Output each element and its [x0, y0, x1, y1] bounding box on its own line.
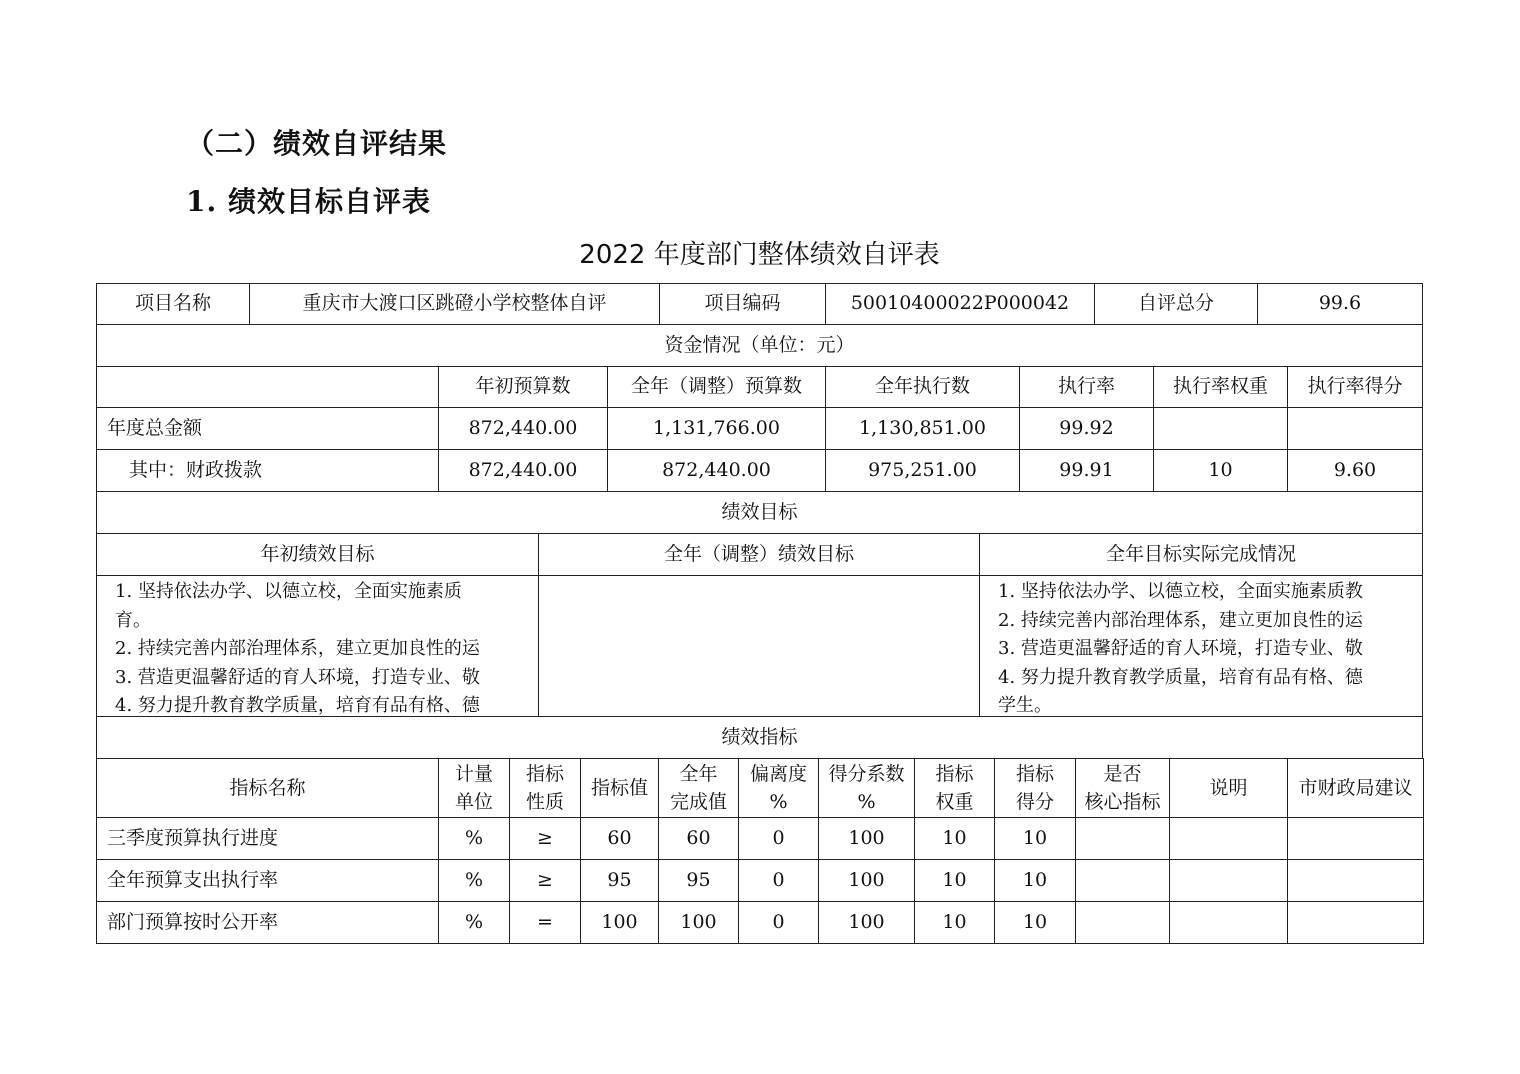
indicator-cell	[1169, 859, 1288, 902]
funds-section-label: 资金情况（单位：元）	[96, 324, 1423, 367]
goal-line: 4. 努力提升教育教学质量，培育有品有格、德	[115, 695, 480, 716]
indicator-header-text: 偏离度	[749, 763, 807, 785]
indicators-section-label: 绩效指标	[96, 716, 1423, 759]
indicator-header	[96, 758, 439, 818]
indicator-cell: 0	[738, 901, 819, 944]
indicator-header-text: 指标值	[590, 777, 648, 799]
indicator-cell	[1169, 817, 1288, 860]
indicator-cell	[1169, 901, 1288, 944]
indicator-header	[1075, 758, 1170, 818]
indicator-cell: 100	[580, 901, 659, 944]
indicator-header-text: 说明	[1209, 777, 1248, 799]
funds-cell	[1153, 407, 1288, 450]
goal-line: 4. 努力提升教育教学质量，培育有品有格、德	[998, 666, 1363, 688]
funds-header: 年初预算数	[438, 366, 608, 408]
indicator-header-text: 得分系数	[828, 763, 905, 785]
indicator-cell	[1287, 859, 1424, 902]
indicator-cell: 100	[818, 901, 915, 944]
indicator-cell: ≥	[509, 817, 581, 860]
funds-header: 执行率得分	[1287, 366, 1423, 408]
actual-goals-text	[979, 575, 1423, 717]
indicator-header-text: 完成值	[669, 791, 727, 813]
indicator-cell: 0	[738, 859, 819, 902]
indicator-cell	[1287, 901, 1424, 944]
indicator-cell	[1075, 859, 1170, 902]
indicator-header	[1287, 758, 1424, 818]
funds-header: 执行率权重	[1153, 366, 1288, 408]
indicator-header-text: 核心指标	[1084, 791, 1161, 813]
funds-cell: 1,131,766.00	[607, 407, 826, 450]
indicator-header-text: 是否	[1103, 763, 1142, 785]
funds-cell: 1,130,851.00	[825, 407, 1020, 450]
indicator-header-text: 性质	[525, 791, 564, 813]
goal-line: 2. 持续完善内部治理体系，建立更加良性的运	[115, 638, 480, 659]
score-value: 99.6	[1257, 283, 1423, 325]
funds-cell	[1287, 407, 1423, 450]
initial-goals-text	[96, 575, 539, 717]
indicator-cell	[1287, 817, 1424, 860]
goals-section-label: 绩效目标	[96, 491, 1423, 534]
section-heading: （二）绩效自评结果	[186, 127, 448, 160]
indicator-cell: 10	[914, 901, 995, 944]
project-name-value: 重庆市大渡口区跳磴小学校整体自评	[249, 283, 660, 325]
indicator-cell	[1075, 901, 1170, 944]
goal-line: 3. 营造更温馨舒适的育人环境，打造专业、敬	[998, 638, 1363, 659]
indicator-cell: 0	[738, 817, 819, 860]
goals-header: 全年（调整）绩效目标	[538, 533, 980, 576]
indicator-cell: 95	[658, 859, 739, 902]
score-label: 自评总分	[1094, 283, 1258, 325]
funds-header-blank	[96, 366, 439, 408]
funds-cell: 10	[1153, 449, 1288, 492]
table-title: 2022 年度部门整体绩效自评表	[579, 240, 940, 270]
indicator-cell: 60	[658, 817, 739, 860]
indicator-cell: 10	[994, 859, 1076, 902]
funds-header: 执行率	[1019, 366, 1154, 408]
funds-row-label: 其中：财政拨款	[96, 449, 439, 492]
indicator-cell: 95	[580, 859, 659, 902]
indicator-cell: ≥	[509, 859, 581, 902]
goals-header: 全年目标实际完成情况	[979, 533, 1423, 576]
adjusted-goals-text	[538, 575, 980, 717]
indicator-header-text: 得分	[1015, 791, 1054, 813]
funds-header: 全年执行数	[825, 366, 1020, 408]
indicator-header-text: %	[857, 791, 876, 813]
project-name-label: 项目名称	[96, 283, 250, 325]
indicator-header	[914, 758, 995, 818]
indicator-header-text: 全年	[679, 763, 718, 785]
indicator-cell: %	[438, 901, 510, 944]
indicator-header	[658, 758, 739, 818]
indicator-name: 部门预算按时公开率	[96, 901, 439, 944]
indicator-cell: 100	[818, 859, 915, 902]
indicator-header	[580, 758, 659, 818]
funds-cell: 99.91	[1019, 449, 1154, 492]
indicator-header-text: 市财政局建议	[1298, 777, 1413, 799]
indicator-cell: 100	[658, 901, 739, 944]
goal-line: 学生。	[998, 695, 1052, 716]
subsection-heading: 1. 绩效目标自评表	[186, 185, 431, 218]
indicator-header-text: 单位	[454, 791, 493, 813]
funds-header: 全年（调整）预算数	[607, 366, 826, 408]
goal-line: 3. 营造更温馨舒适的育人环境，打造专业、敬	[115, 666, 480, 688]
goal-line: 2. 持续完善内部治理体系，建立更加良性的运	[998, 609, 1363, 631]
indicator-cell: 10	[994, 901, 1076, 944]
project-code-label: 项目编码	[659, 283, 826, 325]
project-code-value: 50010400022P000042	[825, 283, 1095, 325]
goal-line: 1. 坚持依法办学、以德立校，全面实施素质教	[998, 581, 1363, 602]
indicator-header-text: 计量	[454, 763, 493, 785]
indicator-cell	[1075, 817, 1170, 860]
indicator-header	[994, 758, 1076, 818]
funds-cell: 9.60	[1287, 449, 1423, 492]
indicator-header-text: 权重	[935, 791, 974, 813]
indicator-header	[818, 758, 915, 818]
indicator-header-text: 指标	[1015, 763, 1054, 785]
indicator-name: 三季度预算执行进度	[96, 817, 439, 860]
indicator-cell: 100	[818, 817, 915, 860]
indicator-header-text: 指标	[525, 763, 564, 785]
funds-cell: 975,251.00	[825, 449, 1020, 492]
funds-row-label: 年度总金额	[96, 407, 439, 450]
indicator-cell: 10	[914, 817, 995, 860]
indicator-cell: 10	[994, 817, 1076, 860]
indicator-cell: %	[438, 859, 510, 902]
indicator-cell: 60	[580, 817, 659, 860]
indicator-header	[509, 758, 581, 818]
goals-header: 年初绩效目标	[96, 533, 539, 576]
indicator-header-text: 指标名称	[229, 777, 306, 799]
indicator-header-text: %	[769, 791, 788, 813]
indicator-cell: %	[438, 817, 510, 860]
goal-line: 育。	[115, 609, 151, 631]
funds-cell: 99.92	[1019, 407, 1154, 450]
indicator-header	[438, 758, 510, 818]
funds-cell: 872,440.00	[438, 407, 608, 450]
funds-cell: 872,440.00	[607, 449, 826, 492]
indicator-header	[1169, 758, 1288, 818]
indicator-name: 全年预算支出执行率	[96, 859, 439, 902]
indicator-cell: 10	[914, 859, 995, 902]
indicator-cell: =	[509, 901, 581, 944]
indicator-header-text: 指标	[935, 763, 974, 785]
funds-cell: 872,440.00	[438, 449, 608, 492]
goal-line: 1. 坚持依法办学、以德立校，全面实施素质	[115, 581, 462, 602]
indicator-header	[738, 758, 819, 818]
